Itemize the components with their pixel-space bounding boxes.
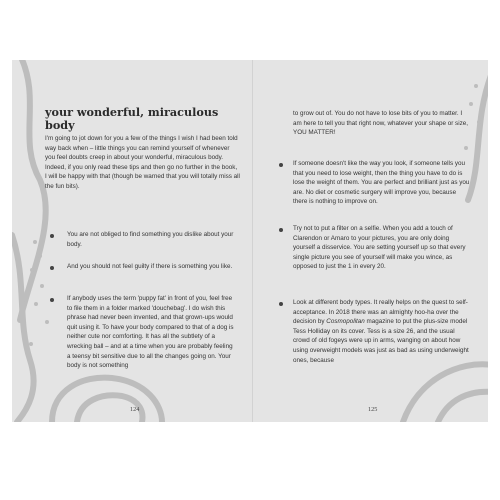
bullet-text: You are not obliged to find something you dislike about your body.	[67, 231, 234, 248]
left-page	[12, 60, 252, 422]
bullet-dot	[279, 163, 283, 167]
bullet-text: If anybody uses the term 'puppy fat' in front of you, feel free to file them in a folder marked 'douchebag'. I do wish this phrase had never been invented, and that grown-ups would quit using it. To have your body compared to that of a dog is neither cute nor comforting. It has all the subtlety of a wrecking ball – and at a time when you are probably feeling a teensy bit sensitive due to all the changes going on. Your body is not something	[67, 295, 234, 370]
bullet-text-before: Look at different body types. It really helps on the quest to self-acceptance. In 2018 there was an almighty hoo-ha over the decision by	[293, 299, 468, 326]
bullet-text	[293, 298, 471, 365]
section-title: your wonderful, miraculous body	[45, 105, 219, 132]
bullet-dot	[279, 302, 283, 306]
bullet-text: And you should not feel guilty if there is something you like.	[67, 263, 233, 270]
bullet-dot	[50, 266, 54, 270]
right-page	[253, 60, 488, 422]
bullet-dot	[50, 234, 54, 238]
bullet-text: Try not to put a filter on a selfie. When you add a touch of Clarendon or Amaro to your pictures, you are only doing yourself a disservice. You are setting yourself up so that every single picture you see of yourself will make you wince, as opposed to just the 1 in every 20.	[293, 225, 466, 271]
bullet-text-after: magazine to put the plus-size model Tess Holliday on its cover. Tess is a size 26, and the usual crowd of old fogeys were up in arms, wanging on about how using overweight models was just as bad as using underweight ones, because	[293, 318, 469, 364]
page-number: 124	[130, 406, 140, 413]
intro-paragraph: I'm going to jot down for you a few of the things I wish I had been told way back when – little things you can remind yourself of whenever you feel doubts creep in about your wonderful, miraculous body. Indeed, if you only read these tips and then go no further in the book, I will be happy with that (though be warned that you will totally miss all the fun bits).	[45, 135, 240, 190]
bullet-dot	[50, 298, 54, 302]
book-spread	[12, 60, 488, 422]
continuation-paragraph: to grow out of. You do not have to lose bits of you to matter. I am here to tell you that right now, whatever your shape or size, YOU MATTER!	[293, 110, 469, 137]
bullet-text: If someone doesn't like the way you look, if someone tells you that you need to lose weight, then the thing you have to do is lose the weight of them. You are perfect and brilliant just as you are. No diet or cosmetic surgery will improve you, because there is nothing to improve on.	[293, 160, 470, 206]
page-number: 125	[368, 406, 378, 413]
magazine-name: Cosmopolitan	[326, 318, 365, 326]
bullet-dot	[279, 228, 283, 232]
